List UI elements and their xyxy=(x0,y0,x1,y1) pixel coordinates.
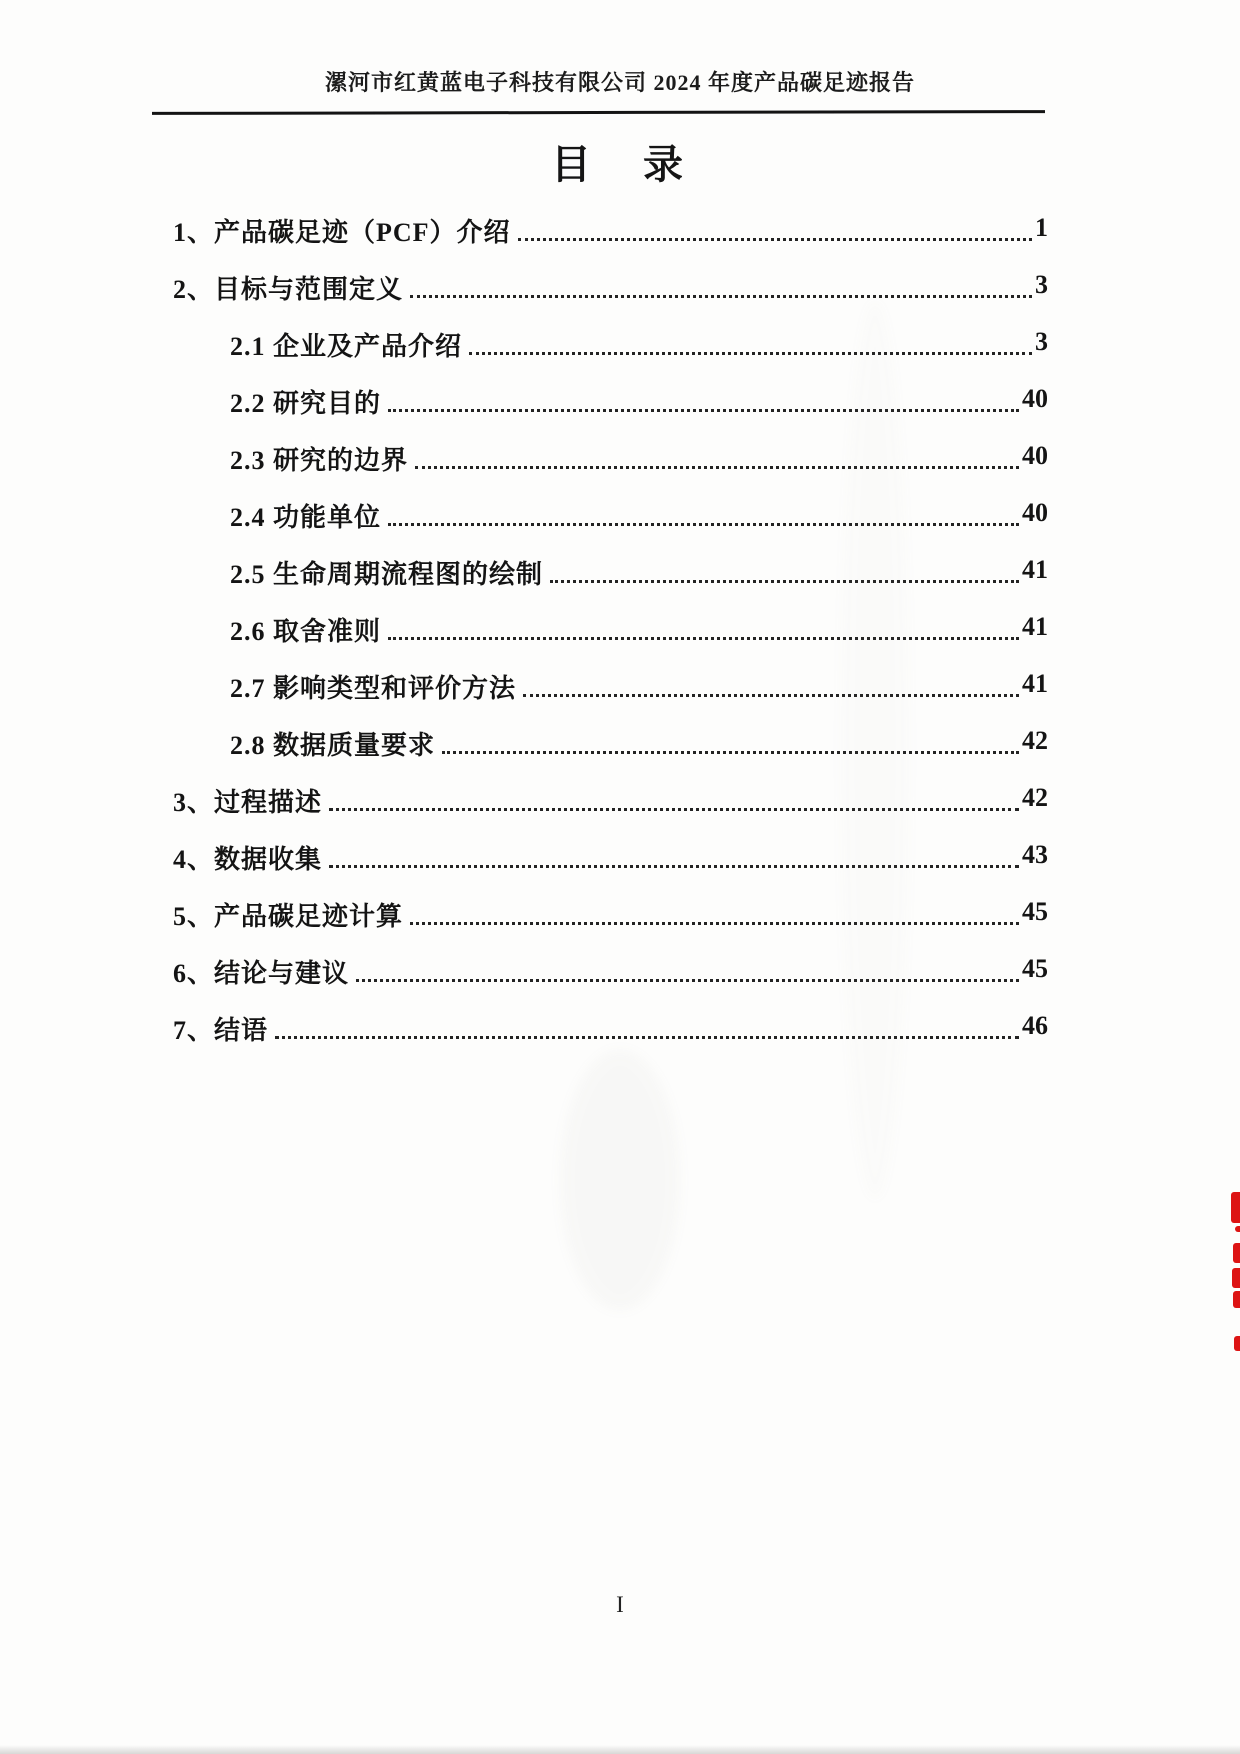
toc-entry-page: 45 xyxy=(1022,954,1048,983)
toc-leader-dots xyxy=(469,352,1032,355)
toc-leader-dots xyxy=(388,523,1019,526)
toc-entry-label: 2.6 取舍准则 xyxy=(230,617,382,646)
toc-entry xyxy=(173,726,1048,763)
toc-entry xyxy=(173,1011,1048,1048)
toc-entry-label: 2.7 影响类型和评价方法 xyxy=(230,674,517,703)
toc-entry-label: 2、目标与范围定义 xyxy=(173,275,404,304)
red-seal-fragment xyxy=(1233,1243,1240,1263)
toc-entry xyxy=(173,840,1048,877)
toc-entry-page: 41 xyxy=(1022,555,1048,584)
red-seal-fragment xyxy=(1233,1291,1240,1308)
toc-leader-dots xyxy=(388,637,1019,640)
toc-entry-label: 1、产品碳足迹（PCF）介绍 xyxy=(173,218,511,247)
toc-entry-page: 40 xyxy=(1022,498,1048,527)
toc-leader-dots xyxy=(415,466,1019,469)
toc-entry-page: 1 xyxy=(1035,213,1048,242)
toc-entry-page: 3 xyxy=(1035,327,1048,356)
toc-leader-dots xyxy=(275,1036,1019,1039)
toc-leader-dots xyxy=(388,409,1019,412)
toc-entry xyxy=(173,612,1048,649)
toc-entry-page: 42 xyxy=(1022,783,1048,812)
red-seal-fragment xyxy=(1232,1268,1240,1288)
scan-smudge xyxy=(560,1050,680,1310)
toc-entry xyxy=(173,954,1048,991)
toc-entry-page: 45 xyxy=(1022,897,1048,926)
toc-entry-label: 3、过程描述 xyxy=(173,788,323,817)
page-footer xyxy=(0,1592,1240,1618)
toc-leader-dots xyxy=(523,694,1019,697)
toc-leader-dots xyxy=(356,979,1019,982)
toc-entry xyxy=(173,783,1048,820)
toc-entry-page: 41 xyxy=(1022,669,1048,698)
page-number: I xyxy=(616,1592,624,1617)
toc-entry-page: 3 xyxy=(1035,270,1048,299)
red-seal-fragment xyxy=(1235,1226,1240,1232)
toc-entry xyxy=(173,498,1048,535)
toc-list xyxy=(173,213,1048,1048)
toc-leader-dots xyxy=(442,751,1019,754)
toc-entry-label: 2.2 研究目的 xyxy=(230,389,382,418)
toc-entry-page: 40 xyxy=(1022,441,1048,470)
header-title: 漯河市红黄蓝电子科技有限公司 2024 年度产品碳足迹报告 xyxy=(324,70,915,95)
toc-entry xyxy=(173,270,1048,307)
toc-leader-dots xyxy=(410,295,1032,298)
toc-entry-label: 2.4 功能单位 xyxy=(230,503,382,532)
red-seal-fragment xyxy=(1231,1192,1240,1223)
toc-entry xyxy=(173,213,1048,250)
red-seal-fragment xyxy=(1234,1336,1240,1351)
toc-entry-label: 2.8 数据质量要求 xyxy=(230,731,436,760)
toc-entry-page: 43 xyxy=(1022,840,1048,869)
scan-smudge xyxy=(840,300,910,1200)
toc-leader-dots xyxy=(329,808,1019,811)
toc-leader-dots xyxy=(550,580,1019,583)
toc-entry xyxy=(173,897,1048,934)
toc-leader-dots xyxy=(410,922,1019,925)
toc-entry-label: 6、结论与建议 xyxy=(173,959,350,988)
toc-entry-page: 41 xyxy=(1022,612,1048,641)
toc-entry xyxy=(173,555,1048,592)
toc-leader-dots xyxy=(329,865,1019,868)
toc-entry-label: 5、产品碳足迹计算 xyxy=(173,902,404,931)
toc-entry-label: 2.1 企业及产品介绍 xyxy=(230,332,463,361)
toc-entry-label: 2.3 研究的边界 xyxy=(230,446,409,475)
toc-entry-page: 46 xyxy=(1022,1011,1048,1040)
toc-entry xyxy=(173,327,1048,364)
toc-leader-dots xyxy=(518,238,1032,241)
toc-title: 目 录 xyxy=(551,142,689,187)
toc-entry-label: 4、数据收集 xyxy=(173,845,323,874)
scan-edge-shadow xyxy=(0,1745,1240,1754)
toc-entry-label: 7、结语 xyxy=(173,1016,269,1045)
toc-entry-page: 40 xyxy=(1022,384,1048,413)
toc-entry-page: 42 xyxy=(1022,726,1048,755)
toc-entry xyxy=(173,441,1048,478)
toc-entry xyxy=(173,669,1048,706)
toc-entry-label: 2.5 生命周期流程图的绘制 xyxy=(230,560,544,589)
header-rule xyxy=(152,110,1045,115)
toc-entry xyxy=(173,384,1048,421)
